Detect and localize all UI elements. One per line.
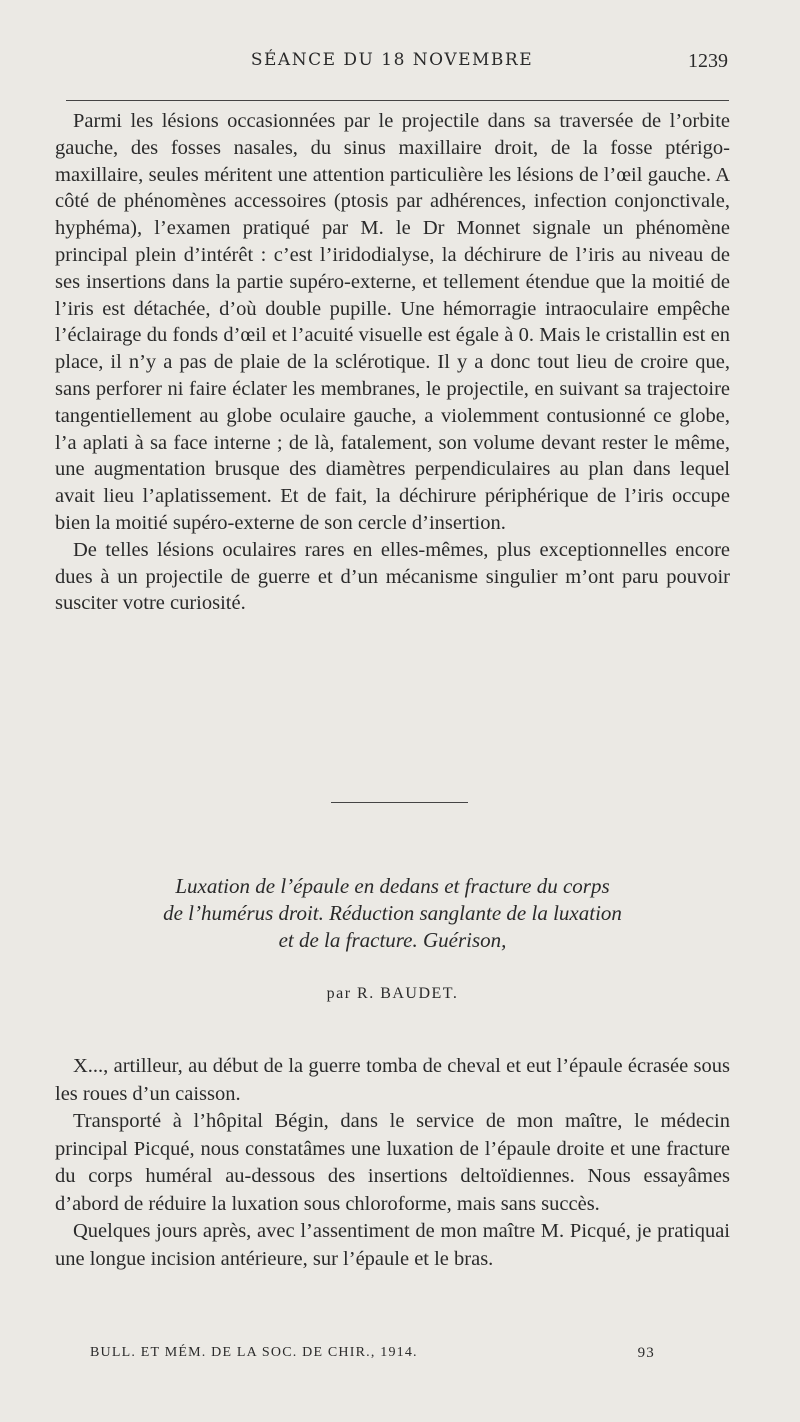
paragraph: Quelques jours après, avec l’assentiment de mon maître M. Picqué, je pratiquai une longue incision antérieure, sur l’épaule et le bras. bbox=[55, 1220, 730, 1270]
header-rule bbox=[66, 100, 729, 101]
title-line: et de la fracture. Guérison, bbox=[278, 928, 507, 952]
sheet-number: 93 bbox=[637, 1345, 655, 1361]
title-line: de l’humérus droit. Réduction sanglante de la luxation bbox=[163, 901, 622, 925]
journal-citation: BULL. ET MÉM. DE LA SOC. DE CHIR., 1914. bbox=[90, 1345, 418, 1360]
page-footer bbox=[90, 1345, 655, 1367]
running-head: SÉANCE DU 18 NOVEMBRE bbox=[250, 50, 534, 70]
paragraph: Transporté à l’hôpital Bégin, dans le service de mon maître, le médecin principal Picqué, nous constatâmes une luxation de l’épaule droite et une fracture du corps huméral au-dessous des insertions deltoïdiennes. Nous essayâmes d’abord de réduire la luxation sous chloroforme, mais sans succès. bbox=[55, 1110, 730, 1215]
section-separator bbox=[331, 802, 468, 803]
section-text bbox=[55, 108, 730, 617]
page-header bbox=[56, 50, 728, 80]
article-title bbox=[55, 873, 730, 954]
page-number: 1239 bbox=[688, 50, 728, 72]
article-text bbox=[55, 1053, 730, 1273]
byline: par R. BAUDET. bbox=[326, 985, 459, 1002]
paragraph: Parmi les lésions occasionnées par le projectile dans sa traversée de l’orbite gauche, des fosses nasales, du sinus maxillaire droit, de la fosse ptérigo-maxillaire, seules méritent une attention particulière les lésions de l’œil gauche. A côté de phénomènes accessoires (ptosis par adhérences, infection conjonctivale, hyphéma), l’examen pratiqué par M. le Dr Monnet signale un phénomène principal plein d’intérêt : c’est l’iridodialyse, la déchirure de l’iris au niveau de ses insertions dans la partie supéro-externe, et tellement étendue que la moitié de l’iris est détachée, d’où double pupille. Une hémorragie intraoculaire empêche l’éclairage du fonds d’œil et l’acuité visuelle est égale à 0. Mais le cristallin est en place, il n’y a pas de plaie de la sclérotique. Il y a donc tout lieu de croire que, sans perforer ni faire éclater les membranes, le projectile, en suivant sa trajectoire tangentiellement au globe oculaire gauche, a violemment contusionné ce globe, l’a aplati à sa face interne ; de là, fatalement, son volume devant rester le même, une augmentation brusque des diamètres perpendiculaires au plan dans lequel avait lieu l’aplatissement. Et de fait, la déchirure périphérique de l’iris occupe bien la moitié supéro-externe de son cercle d’insertion. bbox=[55, 110, 730, 534]
paragraph: X..., artilleur, au début de la guerre tomba de cheval et eut l’épaule écrasée sous les roues d’un caisson. bbox=[55, 1055, 730, 1105]
title-line: Luxation de l’épaule en dedans et fracture du corps bbox=[175, 874, 610, 898]
paragraph: De telles lésions oculaires rares en elles-mêmes, plus exceptionnelles encore dues à un projectile de guerre et d’un mécanisme singulier m’ont paru pouvoir susciter votre curiosité. bbox=[55, 538, 730, 615]
